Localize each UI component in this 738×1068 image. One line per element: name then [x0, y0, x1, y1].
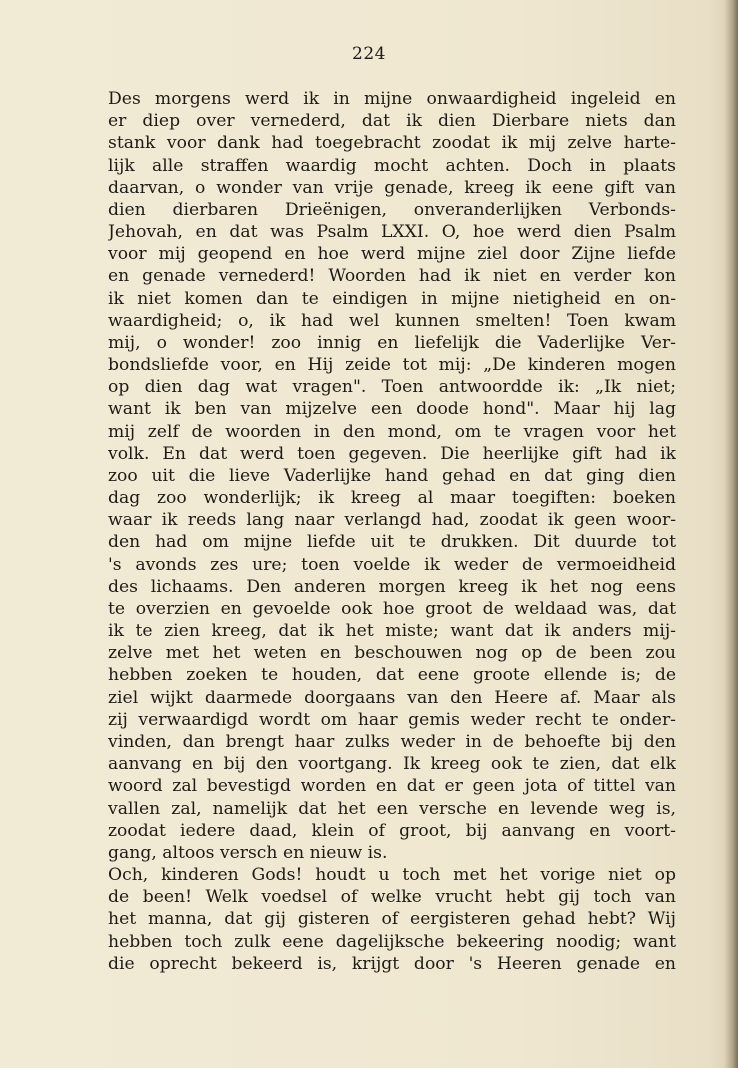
text-line: hebben zoeken te houden, dat eene groote ellende is; de: [108, 665, 676, 686]
text-line: zoodat iedere daad, klein of groot, bij aanvang en voort-: [108, 820, 676, 841]
text-line: gang, altoos versch en nieuw is.: [108, 842, 388, 863]
text-line: Des morgens werd ik in mijne onwaardigheid ingeleid en: [108, 89, 676, 109]
text-line: ik te zien kreeg, dat ik het miste; want dat ik anders mij-: [108, 621, 676, 642]
text-line: den had om mijne liefde uit te drukken. Dit duurde tot: [108, 532, 676, 553]
text-line: dag zoo wonderlijk; ik kreeg al maar toegiften: boeken: [108, 488, 676, 509]
text-line: te overzien en gevoelde ook hoe groot de weldaad was, dat: [108, 598, 676, 619]
text-line: woord zal bevestigd worden en dat er geen jota of tittel van: [108, 776, 676, 797]
text-line: Och, kinderen Gods! houdt u toch met het vorige niet op: [108, 865, 676, 886]
text-line: en genade vernederd! Woorden had ik niet en verder kon: [108, 266, 676, 287]
text-line: Jehovah, en dat was Psalm LXXI. O, hoe werd dien Psalm: [108, 222, 676, 243]
text-line: want ik ben van mijzelve een doode hond". Maar hij lag: [108, 399, 676, 420]
text-line: vallen zal, namelijk dat het een versche en levende weg is,: [108, 798, 676, 819]
text-line: hebben toch zulk eene dagelijksche bekeering noodig; want: [108, 931, 676, 952]
page-number: 224: [352, 44, 386, 64]
page-edge-shadow: [724, 0, 738, 1068]
text-line: ziel wijkt daarmede doorgaans van den Heere af. Maar als: [108, 687, 676, 708]
text-line: die oprecht bekeerd is, krijgt door 's Heeren genade en: [108, 953, 676, 974]
body-text: [108, 88, 676, 975]
text-line: zoo uit die lieve Vaderlijke hand gehad en dat ging dien: [108, 465, 676, 486]
text-line: dien dierbaren Drieënigen, onveranderlijken Verbonds-: [108, 199, 676, 220]
text-line: mij zelf de woorden in den mond, om te vragen voor het: [108, 421, 676, 442]
text-line: vinden, dan brengt haar zulks weder in de behoefte bij den: [108, 731, 676, 752]
text-line: bondsliefde voor, en Hij zeide tot mij: „De kinderen mogen: [108, 355, 676, 376]
text-line: des lichaams. Den anderen morgen kreeg ik het nog eens: [108, 576, 676, 597]
text-line: lijk alle straffen waardig mocht achten. Doch in plaats: [108, 155, 676, 176]
text-line: stank voor dank had toegebracht zoodat ik mij zelve harte-: [108, 133, 676, 154]
text-line: het manna, dat gij gisteren of eergisteren gehad hebt? Wij: [108, 909, 676, 930]
text-line: daarvan, o wonder van vrije genade, kreeg ik eene gift van: [108, 177, 676, 198]
text-line: zelve met het weten en beschouwen nog op de been zou: [108, 643, 676, 664]
text-line: er diep over vernederd, dat ik dien Dierbare niets dan: [108, 111, 676, 132]
text-line: de been! Welk voedsel of welke vrucht hebt gij toch van: [108, 887, 676, 908]
text-line: ik niet komen dan te eindigen in mijne nietigheid en on-: [108, 288, 676, 309]
text-line: mij, o wonder! zoo innig en liefelijk die Vaderlijke Ver-: [108, 332, 676, 353]
text-line: waardigheid; o, ik had wel kunnen smelten! Toen kwam: [108, 310, 676, 331]
text-line: volk. En dat werd toen gegeven. Die heerlijke gift had ik: [108, 443, 676, 464]
text-line: aanvang en bij den voortgang. Ik kreeg ook te zien, dat elk: [108, 754, 676, 775]
text-line: 's avonds zes ure; toen voelde ik weder de vermoeidheid: [108, 554, 676, 575]
text-line: voor mij geopend en hoe werd mijne ziel door Zijne liefde: [108, 244, 676, 265]
text-line: waar ik reeds lang naar verlangd had, zoodat ik geen woor-: [108, 510, 676, 531]
text-line: op dien dag wat vragen". Toen antwoordde ik: „Ik niet;: [108, 377, 676, 398]
text-line: zij verwaardigd wordt om haar gemis weder recht te onder-: [108, 709, 676, 730]
